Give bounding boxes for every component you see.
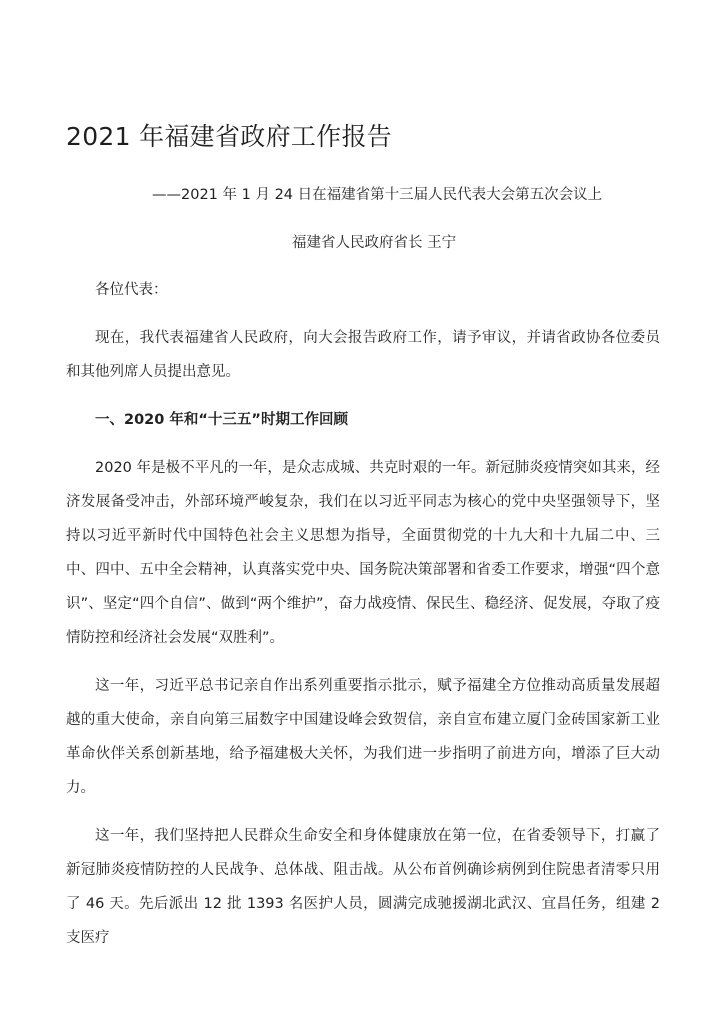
section-heading: 一、2020 年和“十三五”时期工作回顾 <box>95 412 348 428</box>
body-paragraph: 2020 年是极不平凡的一年，是众志成城、共克时艰的一年。新冠肺炎疫情突如其来，经济发展备受冲击，外部环境严峻复杂，我们在以习近平同志为核心的党中央坚强领导下，坚持以习近平新时代中国特色社会主义思想为指导，全面贯彻党的十九大和十九届二中、三中、四中、五中全会精神，认真落实党中央、国务院决策部署和省委工作要求，增强“四个意识”、坚定“四个自信”、做到“两个维护”，奋力战疫情、保民生、稳经济、促发展，夺取了疫情防控和经济社会发展“双胜利”。 <box>66 460 660 646</box>
intro-paragraph: 现在，我代表福建省人民政府，向大会报告政府工作，请予审议，并请省政协各位委员和其他列席人员提出意见。 <box>66 330 660 380</box>
document-body <box>66 273 660 969</box>
greeting: 各位代表： <box>95 282 168 298</box>
body-paragraph: 这一年，我们坚持把人民群众生命安全和身体健康放在第一位，在省委领导下，打赢了新冠肺炎疫情防控的人民战争、总体战、阻击战。从公布首例确诊病例到住院患者清零只用了 46 天。先后派出 12 批 1393 名医护人员，圆满完成驰援湖北武汉、宜昌任务，组建 2 支医疗 <box>66 828 660 946</box>
body-paragraph: 这一年，习近平总书记亲自作出系列重要指示批示，赋予福建全方位推动高质量发展超越的重大使命，亲自向第三届数字中国建设峰会致贺信，亲自宣布建立厦门金砖国家新工业革命伙伴关系创新基地，给予福建极大关怀，为我们进一步指明了前进方向，增添了巨大动力。 <box>66 678 660 796</box>
document-title: 2021 年福建省政府工作报告 <box>66 122 393 151</box>
document-author: 福建省人民政府省长 王宁 <box>292 235 457 251</box>
document-subtitle: ——2021 年 1 月 24 日在福建省第十三届人民代表大会第五次会议上 <box>152 187 603 203</box>
